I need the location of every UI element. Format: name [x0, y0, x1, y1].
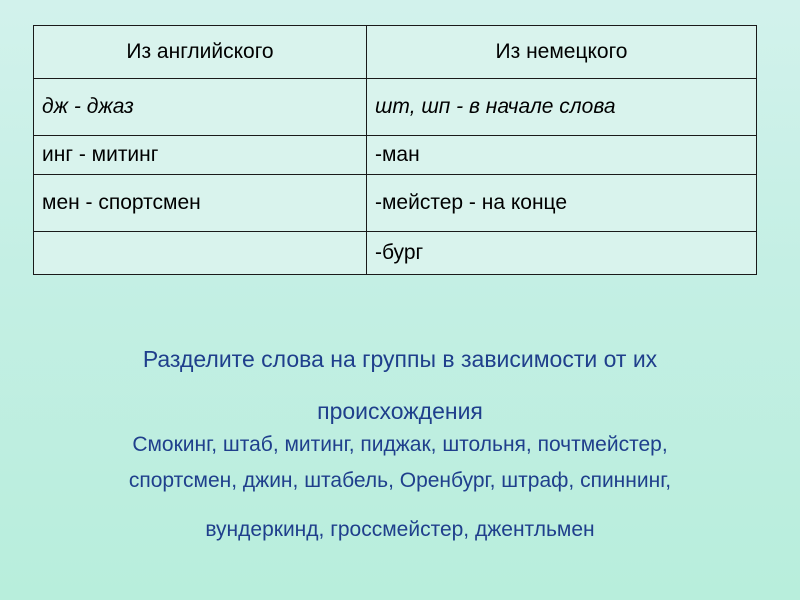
table-row	[34, 232, 757, 275]
cell-german: шт, шп - в начале слова	[367, 79, 757, 136]
table-row	[34, 175, 757, 232]
cell-english: дж - джаз	[34, 79, 367, 136]
word-list-line-3: вундеркинд, гроссмейстер, джентльмен	[205, 518, 595, 541]
cell-english: мен - спортсмен	[34, 175, 367, 232]
header-german: Из немецкого	[367, 26, 757, 79]
table-row	[34, 136, 757, 175]
cell-english: инг - митинг	[34, 136, 367, 175]
cell-english	[34, 232, 367, 275]
word-list-line-2: спортсмен, джин, штабель, Оренбург, штраф, спиннинг,	[128, 469, 672, 492]
cell-german: -мейстер - на конце	[367, 175, 757, 232]
table-row	[34, 79, 757, 136]
origin-table	[33, 25, 757, 275]
task-text-line-2: происхождения	[317, 398, 483, 424]
word-list-line-1: Смокинг, штаб, митинг, пиджак, штольня, почтмейстер,	[132, 433, 668, 456]
table-header-row	[34, 26, 757, 79]
cell-german: -бург	[367, 232, 757, 275]
header-english: Из английского	[34, 26, 367, 79]
task-text-line-1: Разделите слова на группы в зависимости от их	[142, 346, 658, 372]
cell-german: -ман	[367, 136, 757, 175]
